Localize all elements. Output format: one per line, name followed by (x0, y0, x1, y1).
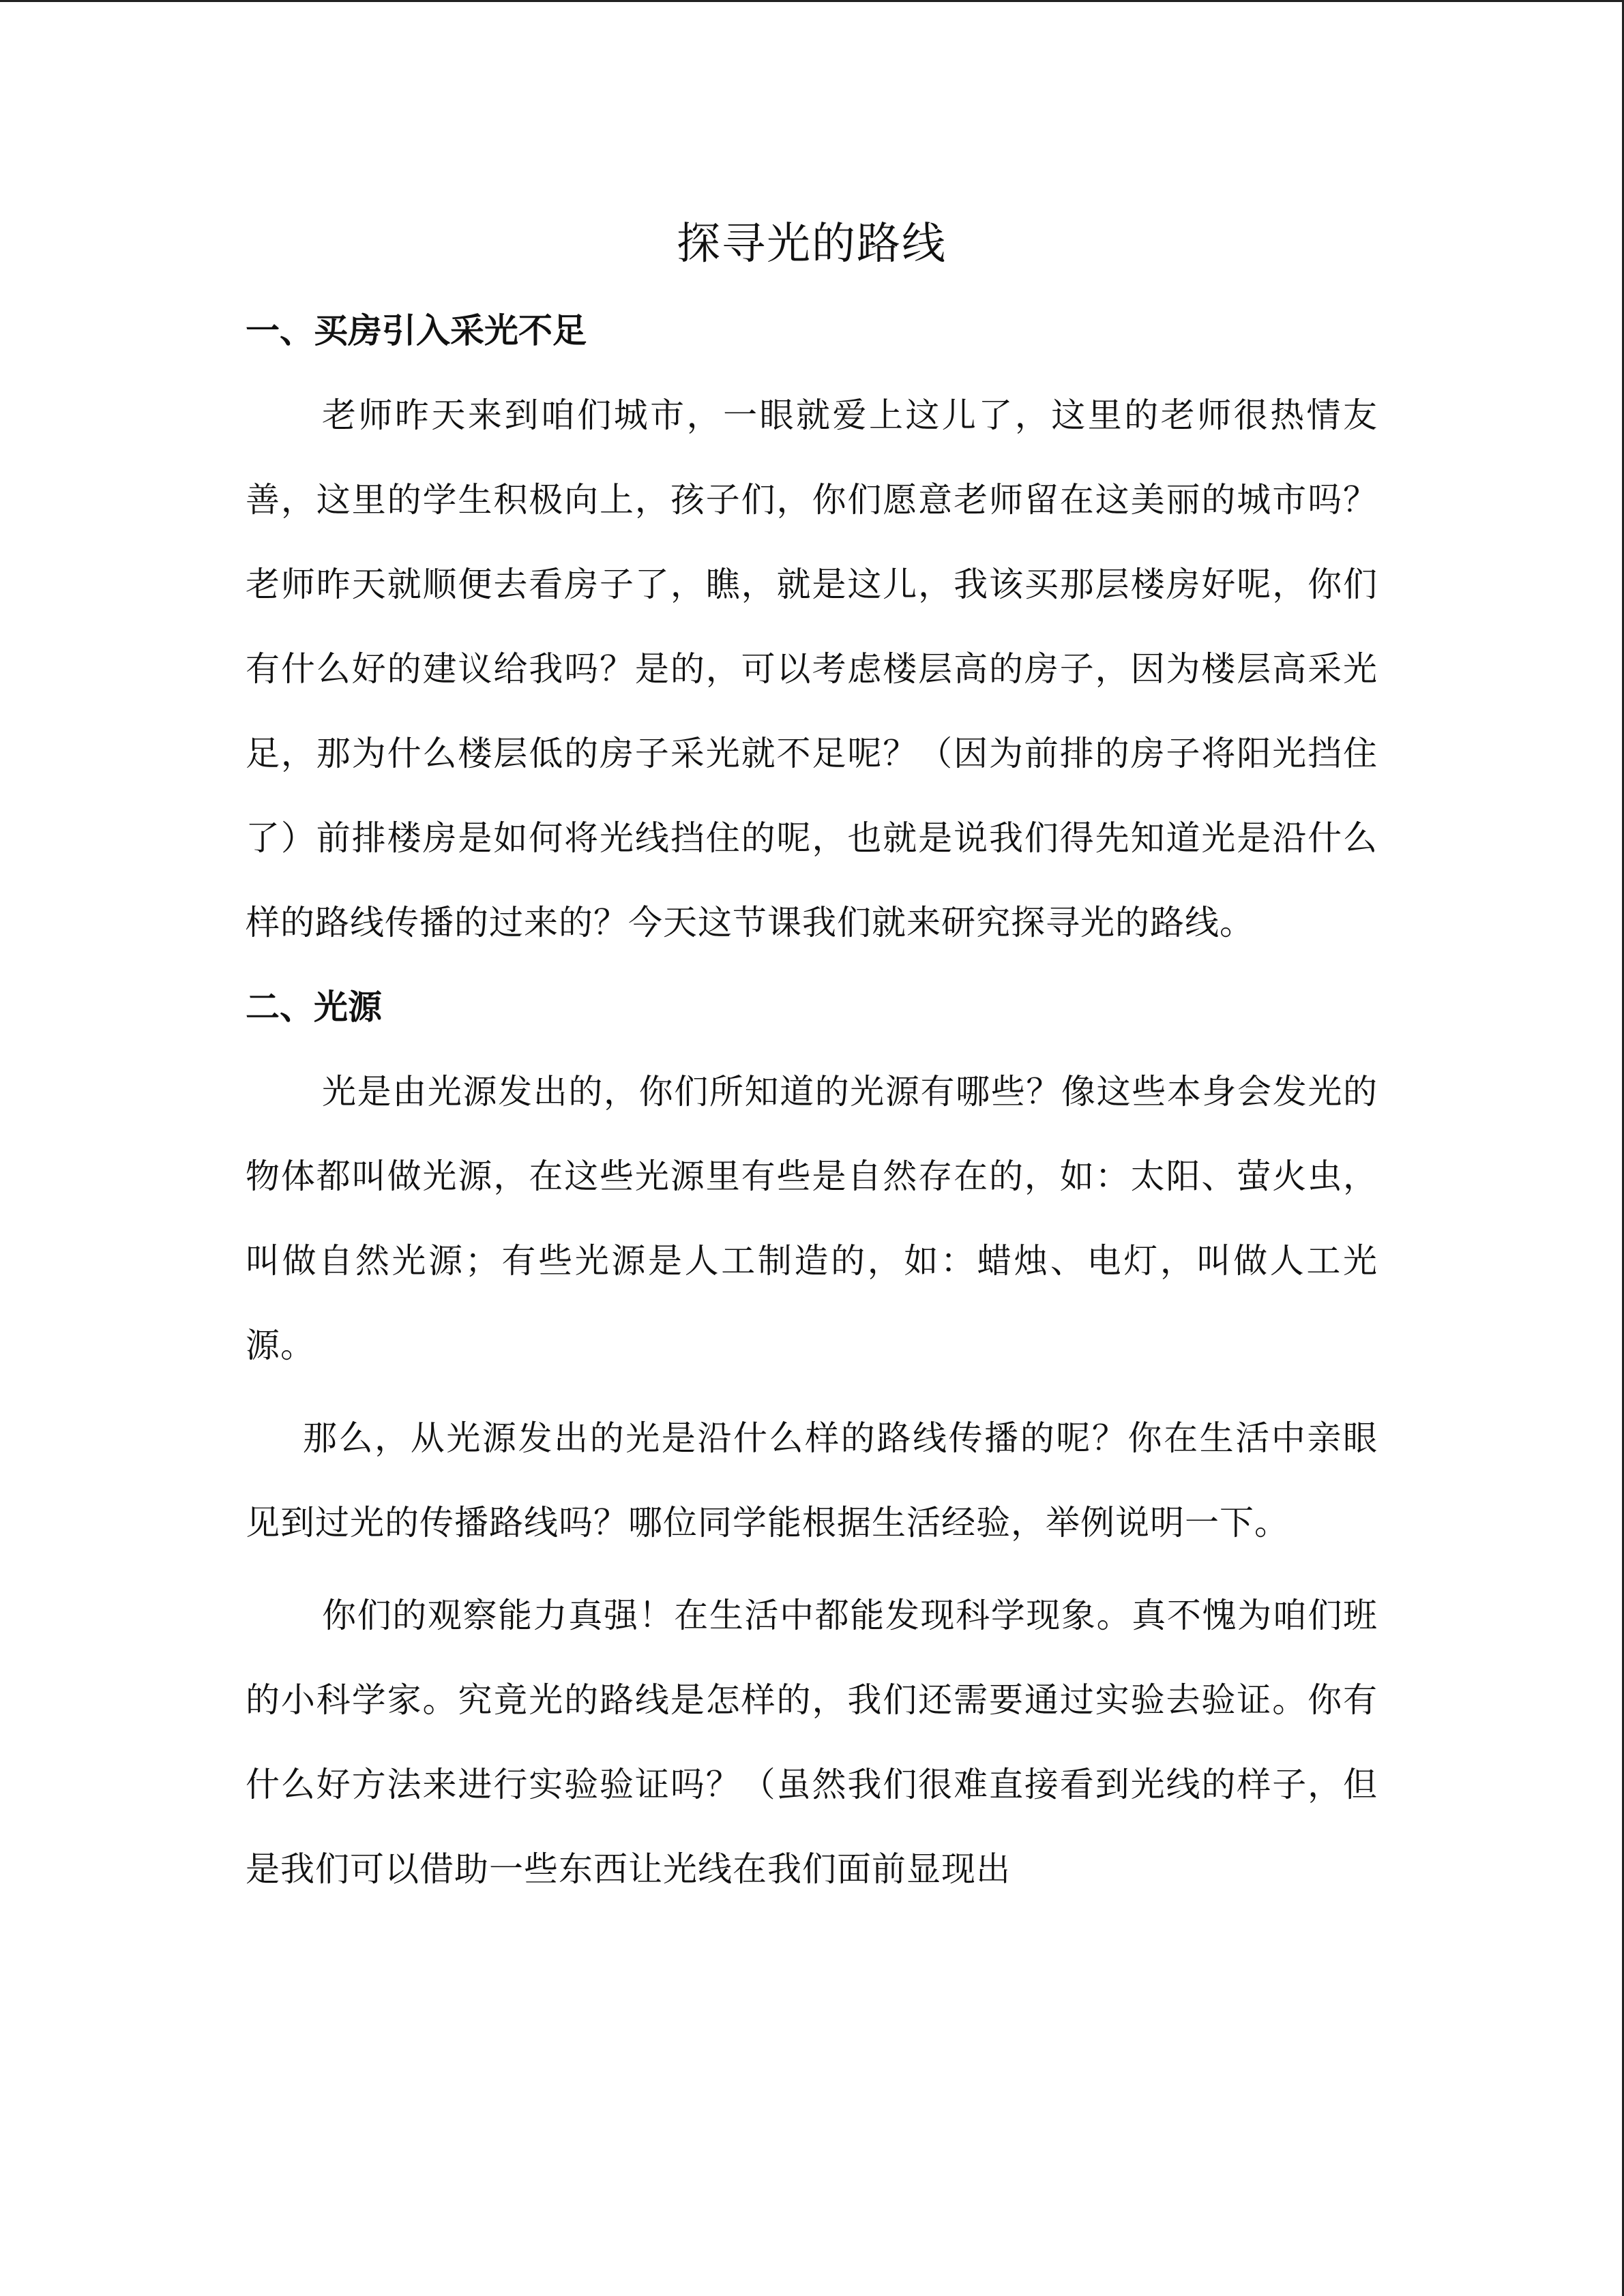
section-heading-1: 一、买房引入采光不足 (246, 311, 587, 351)
section-heading-2: 二、光源 (246, 987, 382, 1027)
section-1-paragraph-1: 老师昨天来到咱们城市，一眼就爱上这儿了，这里的老师很热情友善，这里的学生积极向上，孩子们，你们愿意老师留在这美丽的城市吗？老师昨天就顺便去看房子了，瞧，就是这儿，我该买那层楼房好呢，你们有什么好的建议给我吗？是的，可以考虑楼层高的房子，因为楼层高采光足，那为什么楼层低的房子采光就不足呢？（因为前排的房子将阳光挡住了）前排楼房是如何将光线挡住的呢，也就是说我们得先知道光是沿什么样的路线传播的过来的？今天这节课我们就来研究探寻光的路线。 (246, 396, 1378, 942)
section-2-paragraph-3: 你们的观察能力真强！在生活中都能发现科学现象。真不愧为咱们班的小科学家。究竟光的路线是怎样的，我们还需要通过实验去验证。你有什么好方法来进行实验验证吗？（虽然我们很难直接看到光线的样子，但是我们可以借助一些东西让光线在我们面前显现出 (246, 1596, 1378, 1889)
document-content (246, 207, 1378, 1911)
document-title: 探寻光的路线 (677, 219, 947, 269)
section-2-paragraph-2: 那么，从光源发出的光是沿什么样的路线传播的呢？你在生活中亲眼见到过光的传播路线吗？哪位同学能根据生活经验，举例说明一下。 (246, 1418, 1378, 1542)
section-2-paragraph-1: 光是由光源发出的，你们所知道的光源有哪些？像这些本身会发光的物体都叫做光源，在这些光源里有些是自然存在的，如：太阳、萤火虫，叫做自然光源；有些光源是人工制造的，如：蜡烛、电灯，叫做人工光源。 (246, 1072, 1378, 1365)
